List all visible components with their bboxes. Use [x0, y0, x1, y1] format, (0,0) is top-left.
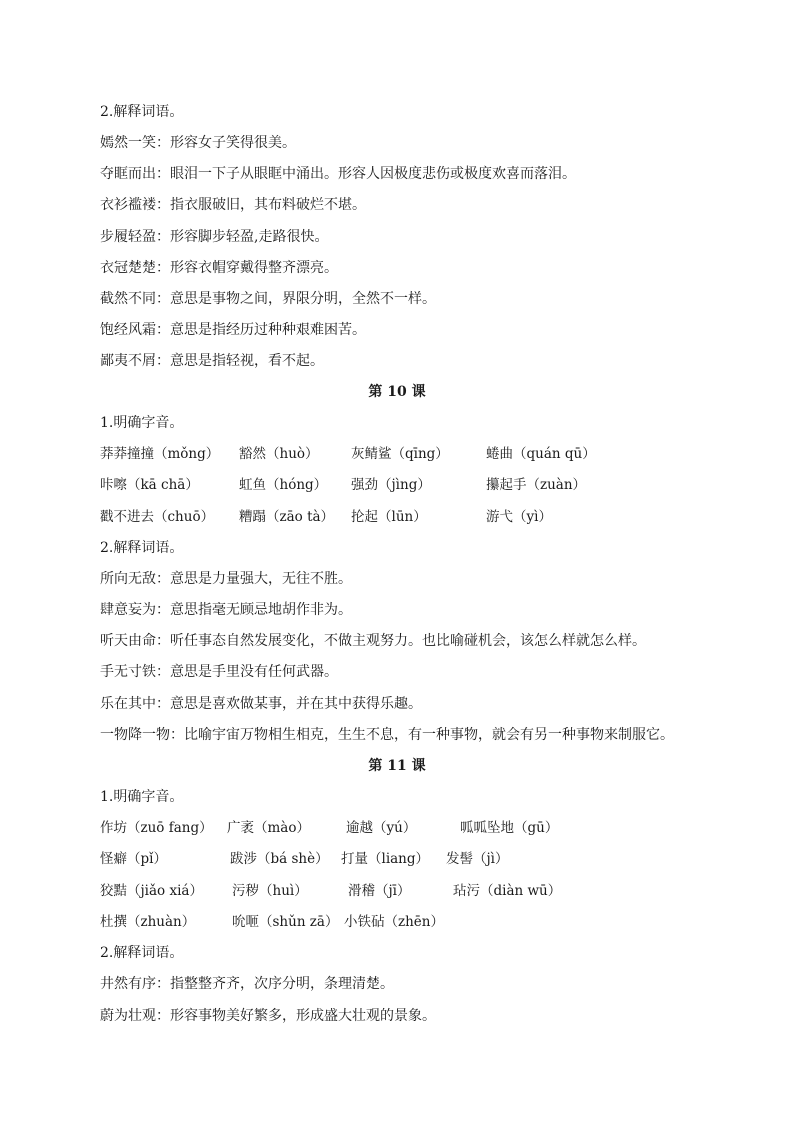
term-definition: 手无寸铁：意思是手里没有任何武器。 — [100, 664, 338, 680]
pinyin-item: 抡起（lūn） — [351, 509, 427, 525]
explain-title: 2.解释词语。 — [100, 540, 184, 556]
pinyin-item: 戳不进去（chuō） — [100, 509, 215, 525]
term-definition: 衣衫褴褛：指衣服破旧，其布料破烂不堪。 — [100, 197, 366, 213]
term-definition: 步履轻盈：形容脚步轻盈,走路很快。 — [100, 229, 329, 245]
term-definition: 夺眶而出：眼泪一下子从眼眶中涌出。形容人因极度悲伤或极度欢喜而落泪。 — [100, 166, 576, 182]
term-definition: 蔚为壮观：形容事物美好繁多，形成盛大壮观的景象。 — [100, 1008, 436, 1024]
term-definition: 听天由命：听任事态自然发展变化，不做主观努力。也比喻碰机会，该怎么样就怎么样。 — [100, 633, 646, 649]
explain-title: 2.解释词语。 — [100, 104, 184, 120]
pinyin-title: 1.明确字音。 — [100, 789, 184, 805]
pinyin-title: 1.明确字音。 — [100, 415, 184, 431]
lesson-heading: 第 11 课 — [368, 758, 426, 774]
pinyin-item: 吮咂（shǔn zā） — [232, 914, 339, 930]
pinyin-item: 狡黠（jiǎo xiá） — [100, 883, 203, 899]
pinyin-item: 蜷曲（quán qū） — [486, 446, 596, 462]
pinyin-item: 灰鲭鲨（qīng） — [351, 446, 449, 462]
term-definition: 鄙夷不屑：意思是指轻视，看不起。 — [100, 353, 324, 369]
term-definition: 所向无敌：意思是力量强大，无往不胜。 — [100, 571, 352, 587]
pinyin-item: 强劲（jìng） — [351, 477, 431, 493]
pinyin-item: 污秽（huì） — [232, 883, 308, 899]
pinyin-item: 跋涉（bá shè） — [230, 851, 329, 867]
term-definition: 衣冠楚楚：形容衣帽穿戴得整齐漂亮。 — [100, 260, 338, 276]
term-definition: 截然不同：意思是事物之间，界限分明，全然不一样。 — [100, 291, 436, 307]
pinyin-item: 怪癖（pǐ） — [100, 851, 167, 867]
pinyin-item: 作坊（zuō fang） — [100, 820, 213, 836]
pinyin-item: 滑稽（jī） — [348, 883, 411, 899]
pinyin-item: 杜撰（zhuàn） — [100, 914, 196, 930]
pinyin-item: 逾越（yú） — [346, 820, 417, 836]
pinyin-item: 莽莽撞撞（mǒng） — [100, 446, 220, 462]
pinyin-item: 豁然（huò） — [239, 446, 319, 462]
term-definition: 肆意妄为：意思指毫无顾忌地胡作非为。 — [100, 602, 352, 618]
pinyin-item: 呱呱坠地（gū） — [460, 820, 559, 836]
pinyin-item: 广袤（mào） — [227, 820, 310, 836]
pinyin-item: 小铁砧（zhēn） — [344, 914, 444, 930]
pinyin-item: 咔嚓（kā chā） — [100, 477, 199, 493]
lesson-heading: 第 10 课 — [368, 384, 426, 400]
pinyin-item: 糟蹋（zāo tà） — [239, 509, 335, 525]
pinyin-item: 发髻（jì） — [446, 851, 509, 867]
pinyin-item: 打量（liang） — [341, 851, 430, 867]
term-definition: 饱经风霜：意思是指经历过种种艰难困苦。 — [100, 322, 366, 338]
pinyin-item: 攥起手（zuàn） — [486, 477, 587, 493]
pinyin-item: 玷污（diàn wū） — [453, 883, 562, 899]
term-definition: 嫣然一笑：形容女子笑得很美。 — [100, 135, 296, 151]
explain-title: 2.解释词语。 — [100, 945, 184, 961]
term-definition: 井然有序：指整整齐齐，次序分明，条理清楚。 — [100, 976, 394, 992]
term-definition: 一物降一物：比喻宇宙万物相生相克，生生不息，有一种事物，就会有另一种事物来制服它。 — [100, 727, 674, 743]
pinyin-item: 虹鱼（hóng） — [239, 477, 328, 493]
pinyin-item: 游弋（yì） — [486, 509, 552, 525]
term-definition: 乐在其中：意思是喜欢做某事，并在其中获得乐趣。 — [100, 696, 422, 712]
